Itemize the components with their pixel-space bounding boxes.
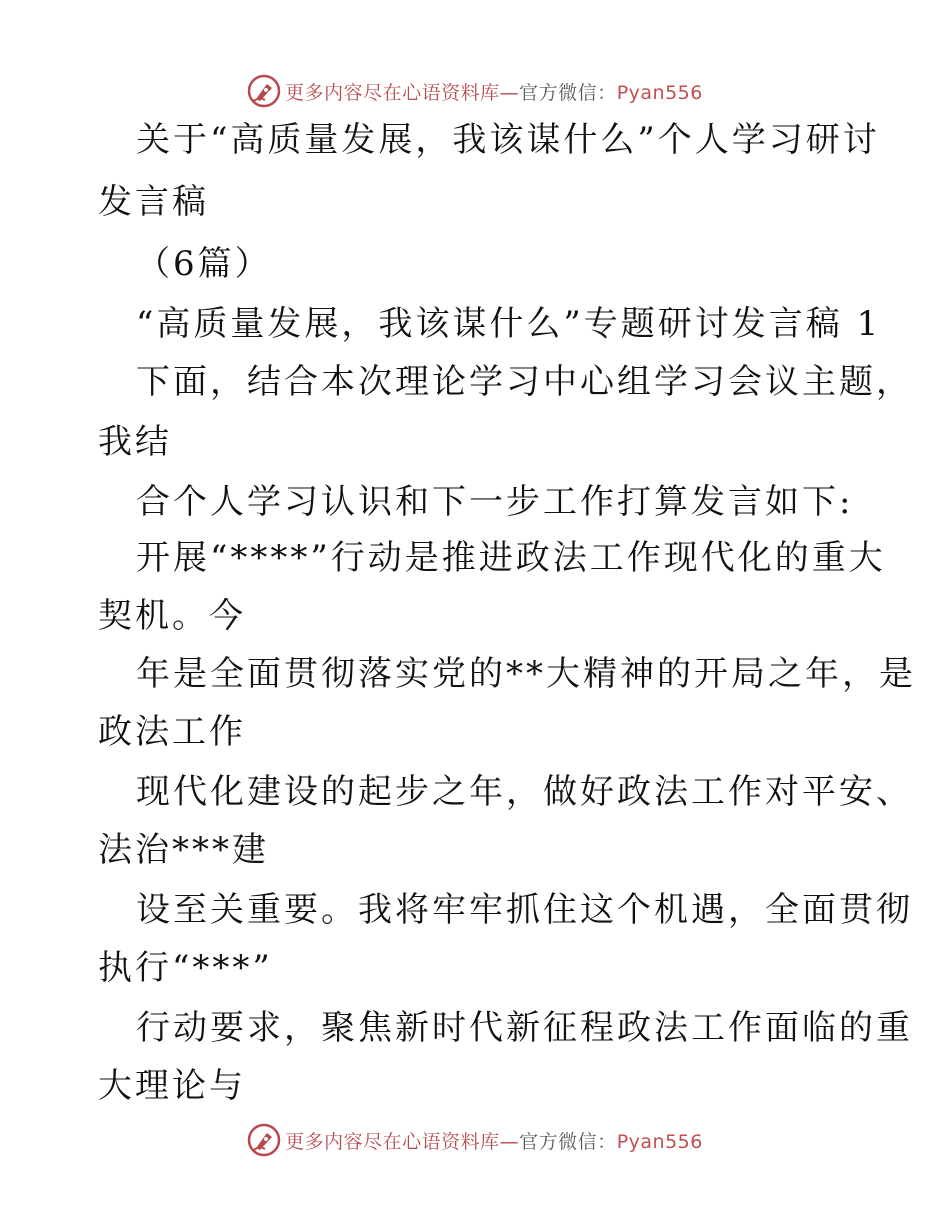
body-line: 行动要求，聚焦新时代新征程政法工作面临的重 [136, 1008, 913, 1048]
body-line: 执行“***” [98, 948, 273, 988]
watermark-prefix: 更多内容尽在心语资料库 [285, 81, 500, 104]
body-line: 契机。今 [98, 596, 246, 636]
body-line: 现代化建设的起步之年，做好政法工作对平安、 [136, 772, 913, 812]
header-watermark [0, 71, 950, 111]
body-line: 政法工作 [98, 712, 246, 752]
title-line-2: 发言稿 [98, 182, 209, 222]
pen-nib-logo-icon [247, 1123, 281, 1157]
watermark-text [285, 78, 703, 105]
watermark-wechat-label: 官方微信： [519, 1130, 617, 1153]
watermark-text [285, 1127, 703, 1154]
watermark-dash: — [499, 81, 520, 104]
body-line: 我结 [98, 422, 172, 462]
body-line: 下面，结合本次理论学习中心组学习会议主题， [136, 362, 913, 402]
watermark-prefix: 更多内容尽在心语资料库 [285, 1130, 500, 1153]
body-line: 合个人学习认识和下一步工作打算发言如下: [136, 482, 854, 522]
section-heading: “高质量发展，我该谋什么”专题研讨发言稿 1 [136, 304, 882, 344]
body-line: 设至关重要。我将牢牢抓住这个机遇，全面贯彻 [136, 890, 913, 930]
body-line: 大理论与 [98, 1066, 246, 1106]
watermark-wechat-id: Pyan556 [616, 81, 703, 104]
pen-nib-logo-icon [247, 74, 281, 108]
watermark-wechat-label: 官方微信： [519, 81, 617, 104]
watermark-dash: — [499, 1130, 520, 1153]
title-line-1: 关于“高质量发展，我该谋什么”个人学习研讨 [136, 120, 880, 160]
body-line: 开展“****”行动是推进政法工作现代化的重大 [136, 538, 886, 578]
title-count: （6篇） [136, 244, 272, 284]
body-line: 法治***建 [98, 830, 269, 870]
watermark-wechat-id: Pyan556 [616, 1130, 703, 1153]
footer-watermark [0, 1120, 950, 1160]
body-line: 年是全面贯彻落实党的**大精神的开局之年，是 [136, 654, 916, 694]
